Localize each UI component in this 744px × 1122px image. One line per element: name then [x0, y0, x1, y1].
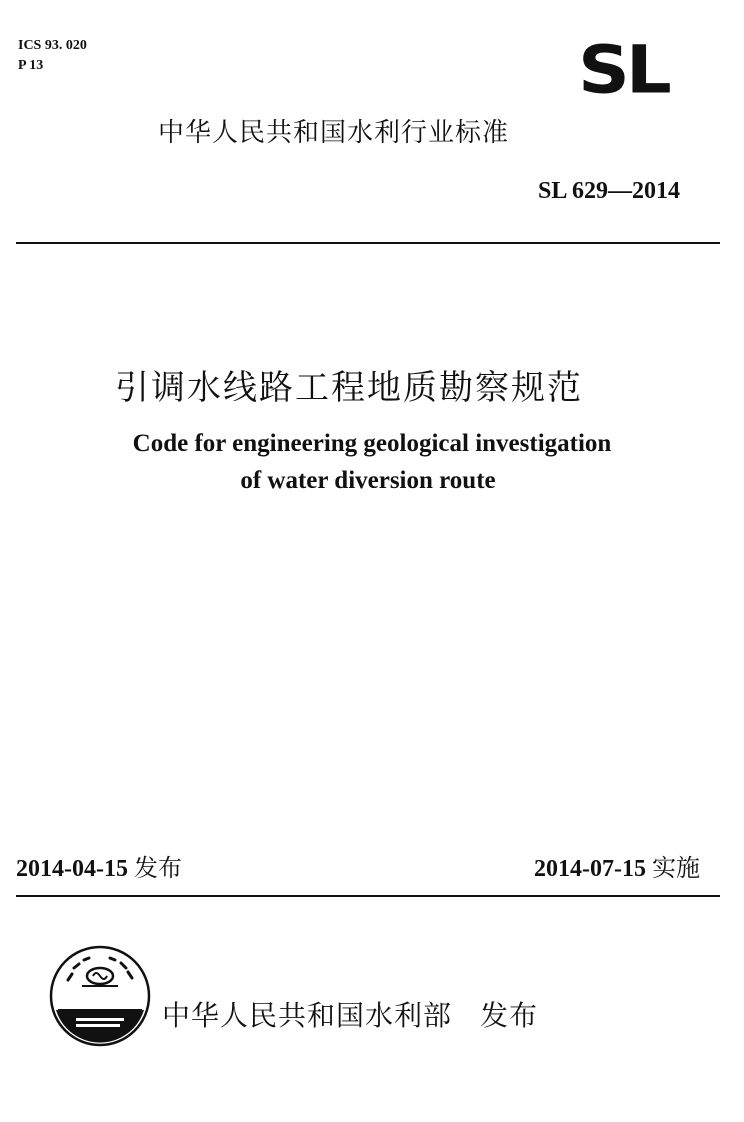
bottom-divider	[16, 895, 720, 897]
standard-number: SL 629—2014	[537, 178, 680, 204]
issue-date-value: 2014-04-15	[16, 856, 128, 882]
top-divider	[16, 242, 720, 244]
effective-date-value: 2014-07-15	[534, 856, 646, 882]
chinese-title: 引调水线路工程地质勘察规范	[115, 368, 583, 408]
ics-code: ICS 93. 020	[18, 38, 87, 53]
effective-label: 实施	[652, 854, 700, 882]
sl-logo: SL	[578, 30, 668, 109]
series-title: 中华人民共和国水利行业标准	[158, 118, 510, 148]
classification-codes	[18, 36, 87, 76]
publisher-line	[162, 994, 538, 1034]
issue-label: 发布	[133, 854, 182, 882]
issue-date	[16, 848, 182, 883]
english-title-line1: Code for engineering geological investigation	[132, 430, 612, 457]
publisher-name: 中华人民共和国水利部	[162, 999, 453, 1032]
publisher-seal-icon	[48, 944, 152, 1048]
effective-date	[534, 848, 700, 883]
ccs-code: P 13	[18, 58, 44, 73]
english-title-line2: of water diversion route	[240, 467, 496, 494]
publisher-action: 发布	[480, 999, 539, 1032]
